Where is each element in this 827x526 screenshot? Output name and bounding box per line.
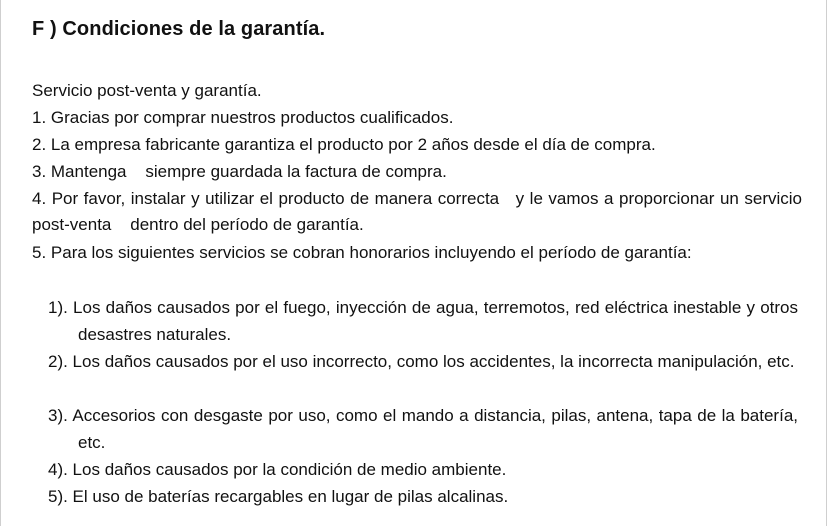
fee-item-2: 2). Los daños causados por el uso incorrecto, como los accidentes, la incorrecta manipulación, etc. <box>48 352 795 371</box>
warranty-item-4: 4. Por favor, instalar y utilizar el producto de manera correcta y le vamos a proporcionar un servicio post-venta dentro del período de garantía. <box>32 189 807 234</box>
warranty-item-3: 3. Mantenga siempre guardada la factura de compra. <box>32 162 447 181</box>
warranty-item-1: 1. Gracias por comprar nuestros productos cualificados. <box>32 108 454 127</box>
fee-item-3: 3). Accesorios con desgaste por uso, como el mando a distancia, pilas, antena, tapa de la batería, etc. <box>48 406 798 452</box>
section-heading: F ) Condiciones de la garantía. <box>32 18 326 40</box>
fee-item-5: 5). El uso de baterías recargables en lugar de pilas alcalinas. <box>48 487 509 506</box>
intro-line: Servicio post-venta y garantía. <box>32 81 262 100</box>
fee-item-4: 4). Los daños causados por la condición de medio ambiente. <box>48 460 507 479</box>
warranty-item-2: 2. La empresa fabricante garantiza el producto por 2 años desde el día de compra. <box>32 135 656 154</box>
warranty-item-5: 5. Para los siguientes servicios se cobran honorarios incluyendo el período de garantía: <box>32 243 692 262</box>
fee-item-1: 1). Los daños causados por el fuego, inyección de agua, terremotos, red eléctrica inestable y otros desastres naturales. <box>48 298 798 344</box>
